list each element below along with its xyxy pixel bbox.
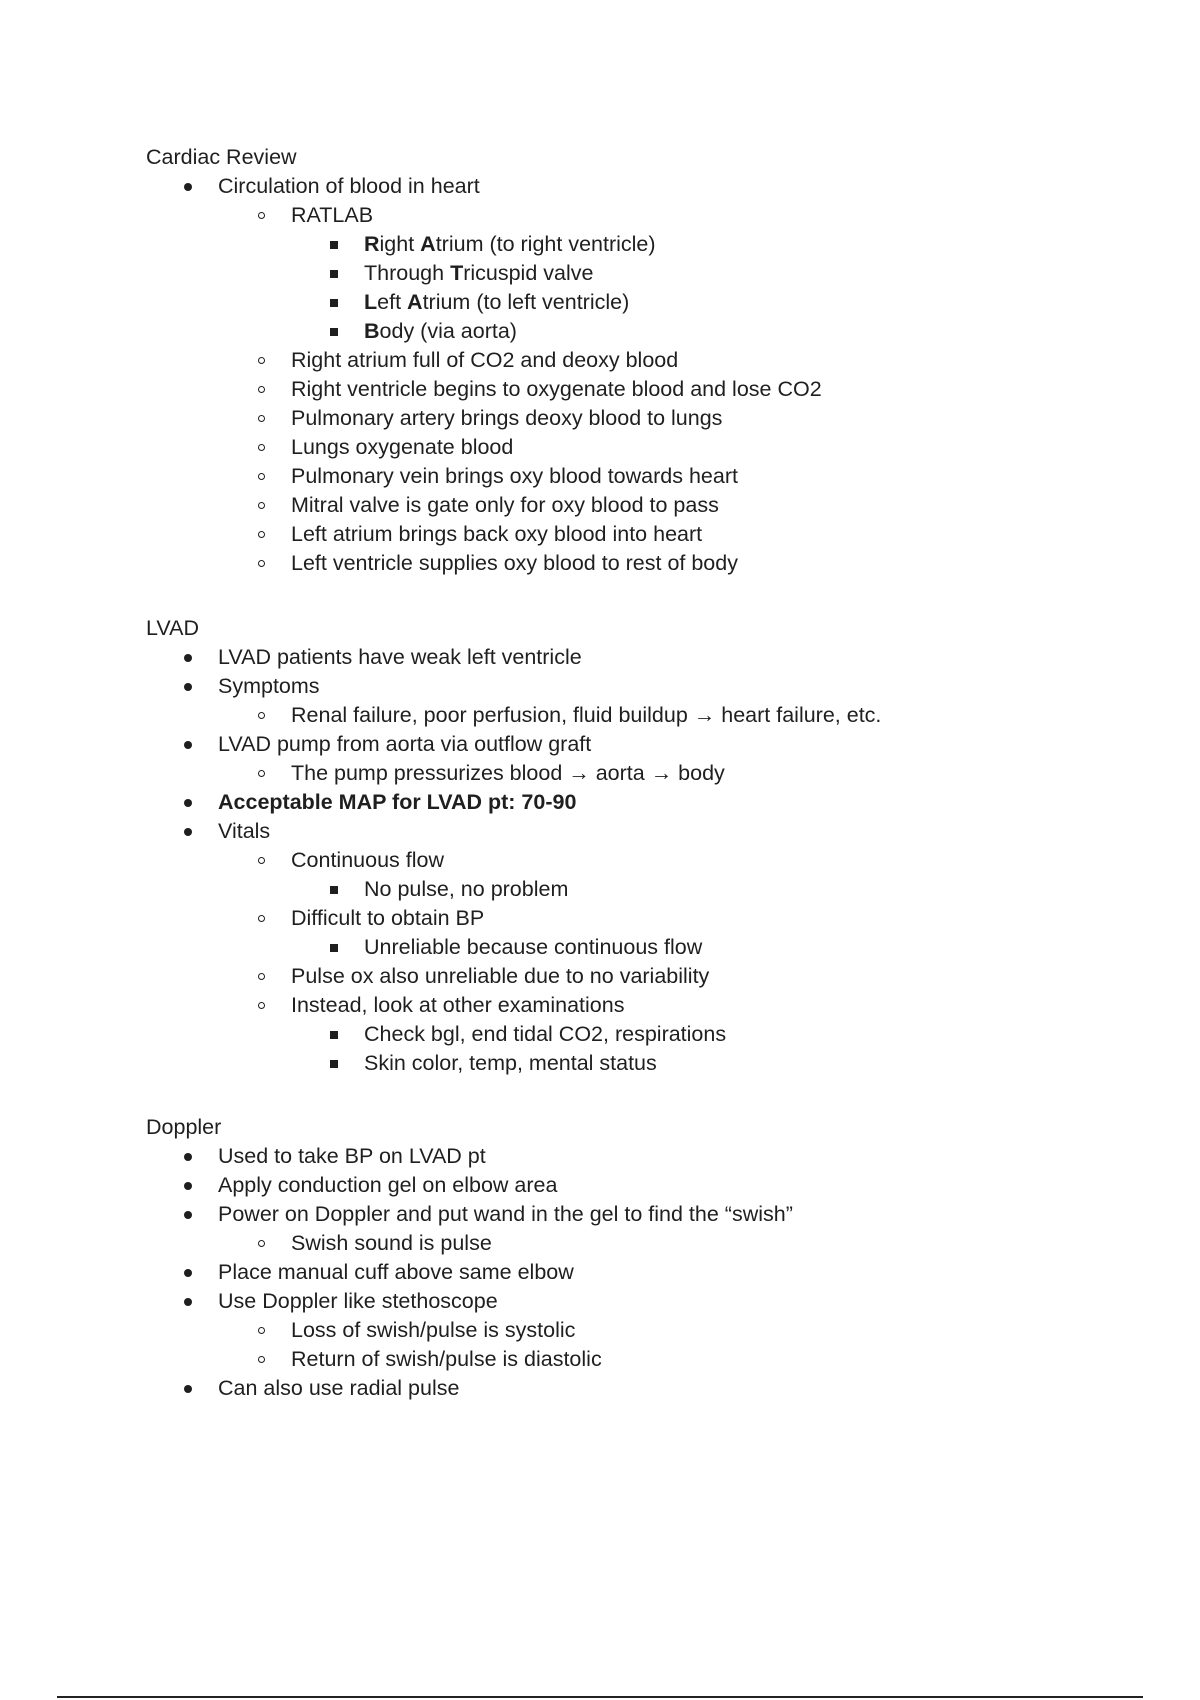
list-item: Symptoms <box>146 672 1146 701</box>
bullet-circle-icon <box>251 1316 271 1345</box>
list-item: Left ventricle supplies oxy blood to rest of body <box>146 549 1146 578</box>
bullet-square-icon <box>324 259 344 288</box>
list-item: Swish sound is pulse <box>146 1229 1146 1258</box>
list-item: Pulmonary vein brings oxy blood towards heart <box>146 462 1146 491</box>
list-item: Apply conduction gel on elbow area <box>146 1171 1146 1200</box>
bullet-square-icon <box>324 933 344 962</box>
section-lvad <box>146 614 1146 1078</box>
list-item: Circulation of blood in heart <box>146 172 1146 201</box>
list-item: Can also use radial pulse <box>146 1374 1146 1403</box>
list-item: Pulmonary artery brings deoxy blood to lungs <box>146 404 1146 433</box>
list-item: LVAD pump from aorta via outflow graft <box>146 730 1146 759</box>
list-item: Check bgl, end tidal CO2, respirations <box>146 1020 1146 1049</box>
list-item: Body (via aorta) <box>146 317 1146 346</box>
section-title: LVAD <box>146 616 199 640</box>
bullet-square-icon <box>324 1020 344 1049</box>
bullet-square-icon <box>324 875 344 904</box>
list-item: Loss of swish/pulse is systolic <box>146 1316 1146 1345</box>
section-cardiac-review <box>146 143 1146 578</box>
bullet-circle-icon <box>251 549 271 578</box>
list-item: Pulse ox also unreliable due to no variability <box>146 962 1146 991</box>
bullet-circle-icon <box>251 701 271 730</box>
bullet-dot-icon <box>178 788 198 817</box>
bullet-dot-icon <box>178 172 198 201</box>
list-item: Right ventricle begins to oxygenate blood and lose CO2 <box>146 375 1146 404</box>
bullet-circle-icon <box>251 846 271 875</box>
bullet-square-icon <box>324 1049 344 1078</box>
bullet-circle-icon <box>251 962 271 991</box>
list-item: The pump pressurizes blood → aorta → body <box>146 759 1146 788</box>
list-item: Skin color, temp, mental status <box>146 1049 1146 1078</box>
bullet-dot-icon <box>178 672 198 701</box>
bullet-dot-icon <box>178 1258 198 1287</box>
bullet-dot-icon <box>178 643 198 672</box>
section-title: Doppler <box>146 1115 222 1139</box>
list-item: No pulse, no problem <box>146 875 1146 904</box>
bullet-circle-icon <box>251 462 271 491</box>
bullet-circle-icon <box>251 491 271 520</box>
list-item: Used to take BP on LVAD pt <box>146 1142 1146 1171</box>
bullet-circle-icon <box>251 520 271 549</box>
list-item: Vitals <box>146 817 1146 846</box>
section-doppler <box>146 1113 1146 1403</box>
bullet-circle-icon <box>251 346 271 375</box>
list-item: Through Tricuspid valve <box>146 259 1146 288</box>
bullet-dot-icon <box>178 1200 198 1229</box>
list-item: Left atrium brings back oxy blood into heart <box>146 520 1146 549</box>
bullet-circle-icon <box>251 759 271 788</box>
bullet-square-icon <box>324 230 344 259</box>
bullet-circle-icon <box>251 375 271 404</box>
list-item: Return of swish/pulse is diastolic <box>146 1345 1146 1374</box>
list-item: Right Atrium (to right ventricle) <box>146 230 1146 259</box>
list-item: Left Atrium (to left ventricle) <box>146 288 1146 317</box>
bullet-square-icon <box>324 288 344 317</box>
bullet-circle-icon <box>251 1345 271 1374</box>
bullet-dot-icon <box>178 1142 198 1171</box>
bullet-dot-icon <box>178 730 198 759</box>
list-item: Use Doppler like stethoscope <box>146 1287 1146 1316</box>
list-item: Power on Doppler and put wand in the gel to find the “swish” <box>146 1200 1146 1229</box>
bullet-square-icon <box>324 317 344 346</box>
bullet-dot-icon <box>178 1171 198 1200</box>
list-item: Instead, look at other examinations <box>146 991 1146 1020</box>
bullet-circle-icon <box>251 991 271 1020</box>
list-item: Unreliable because continuous flow <box>146 933 1146 962</box>
page-bottom-rule <box>57 1696 1143 1698</box>
list-item: Acceptable MAP for LVAD pt: 70-90 <box>146 788 1146 817</box>
list-item: LVAD patients have weak left ventricle <box>146 643 1146 672</box>
bullet-circle-icon <box>251 904 271 933</box>
bullet-circle-icon <box>251 404 271 433</box>
section-title: Cardiac Review <box>146 145 297 169</box>
list-item: Difficult to obtain BP <box>146 904 1146 933</box>
list-item: Mitral valve is gate only for oxy blood to pass <box>146 491 1146 520</box>
list-item: RATLAB <box>146 201 1146 230</box>
list-item: Renal failure, poor perfusion, fluid buildup → heart failure, etc. <box>146 701 1146 730</box>
bullet-dot-icon <box>178 817 198 846</box>
bullet-circle-icon <box>251 1229 271 1258</box>
list-item: Right atrium full of CO2 and deoxy blood <box>146 346 1146 375</box>
bullet-circle-icon <box>251 201 271 230</box>
bullet-dot-icon <box>178 1374 198 1403</box>
list-item: Place manual cuff above same elbow <box>146 1258 1146 1287</box>
list-item: Lungs oxygenate blood <box>146 433 1146 462</box>
bullet-circle-icon <box>251 433 271 462</box>
bullet-dot-icon <box>178 1287 198 1316</box>
list-item: Continuous flow <box>146 846 1146 875</box>
